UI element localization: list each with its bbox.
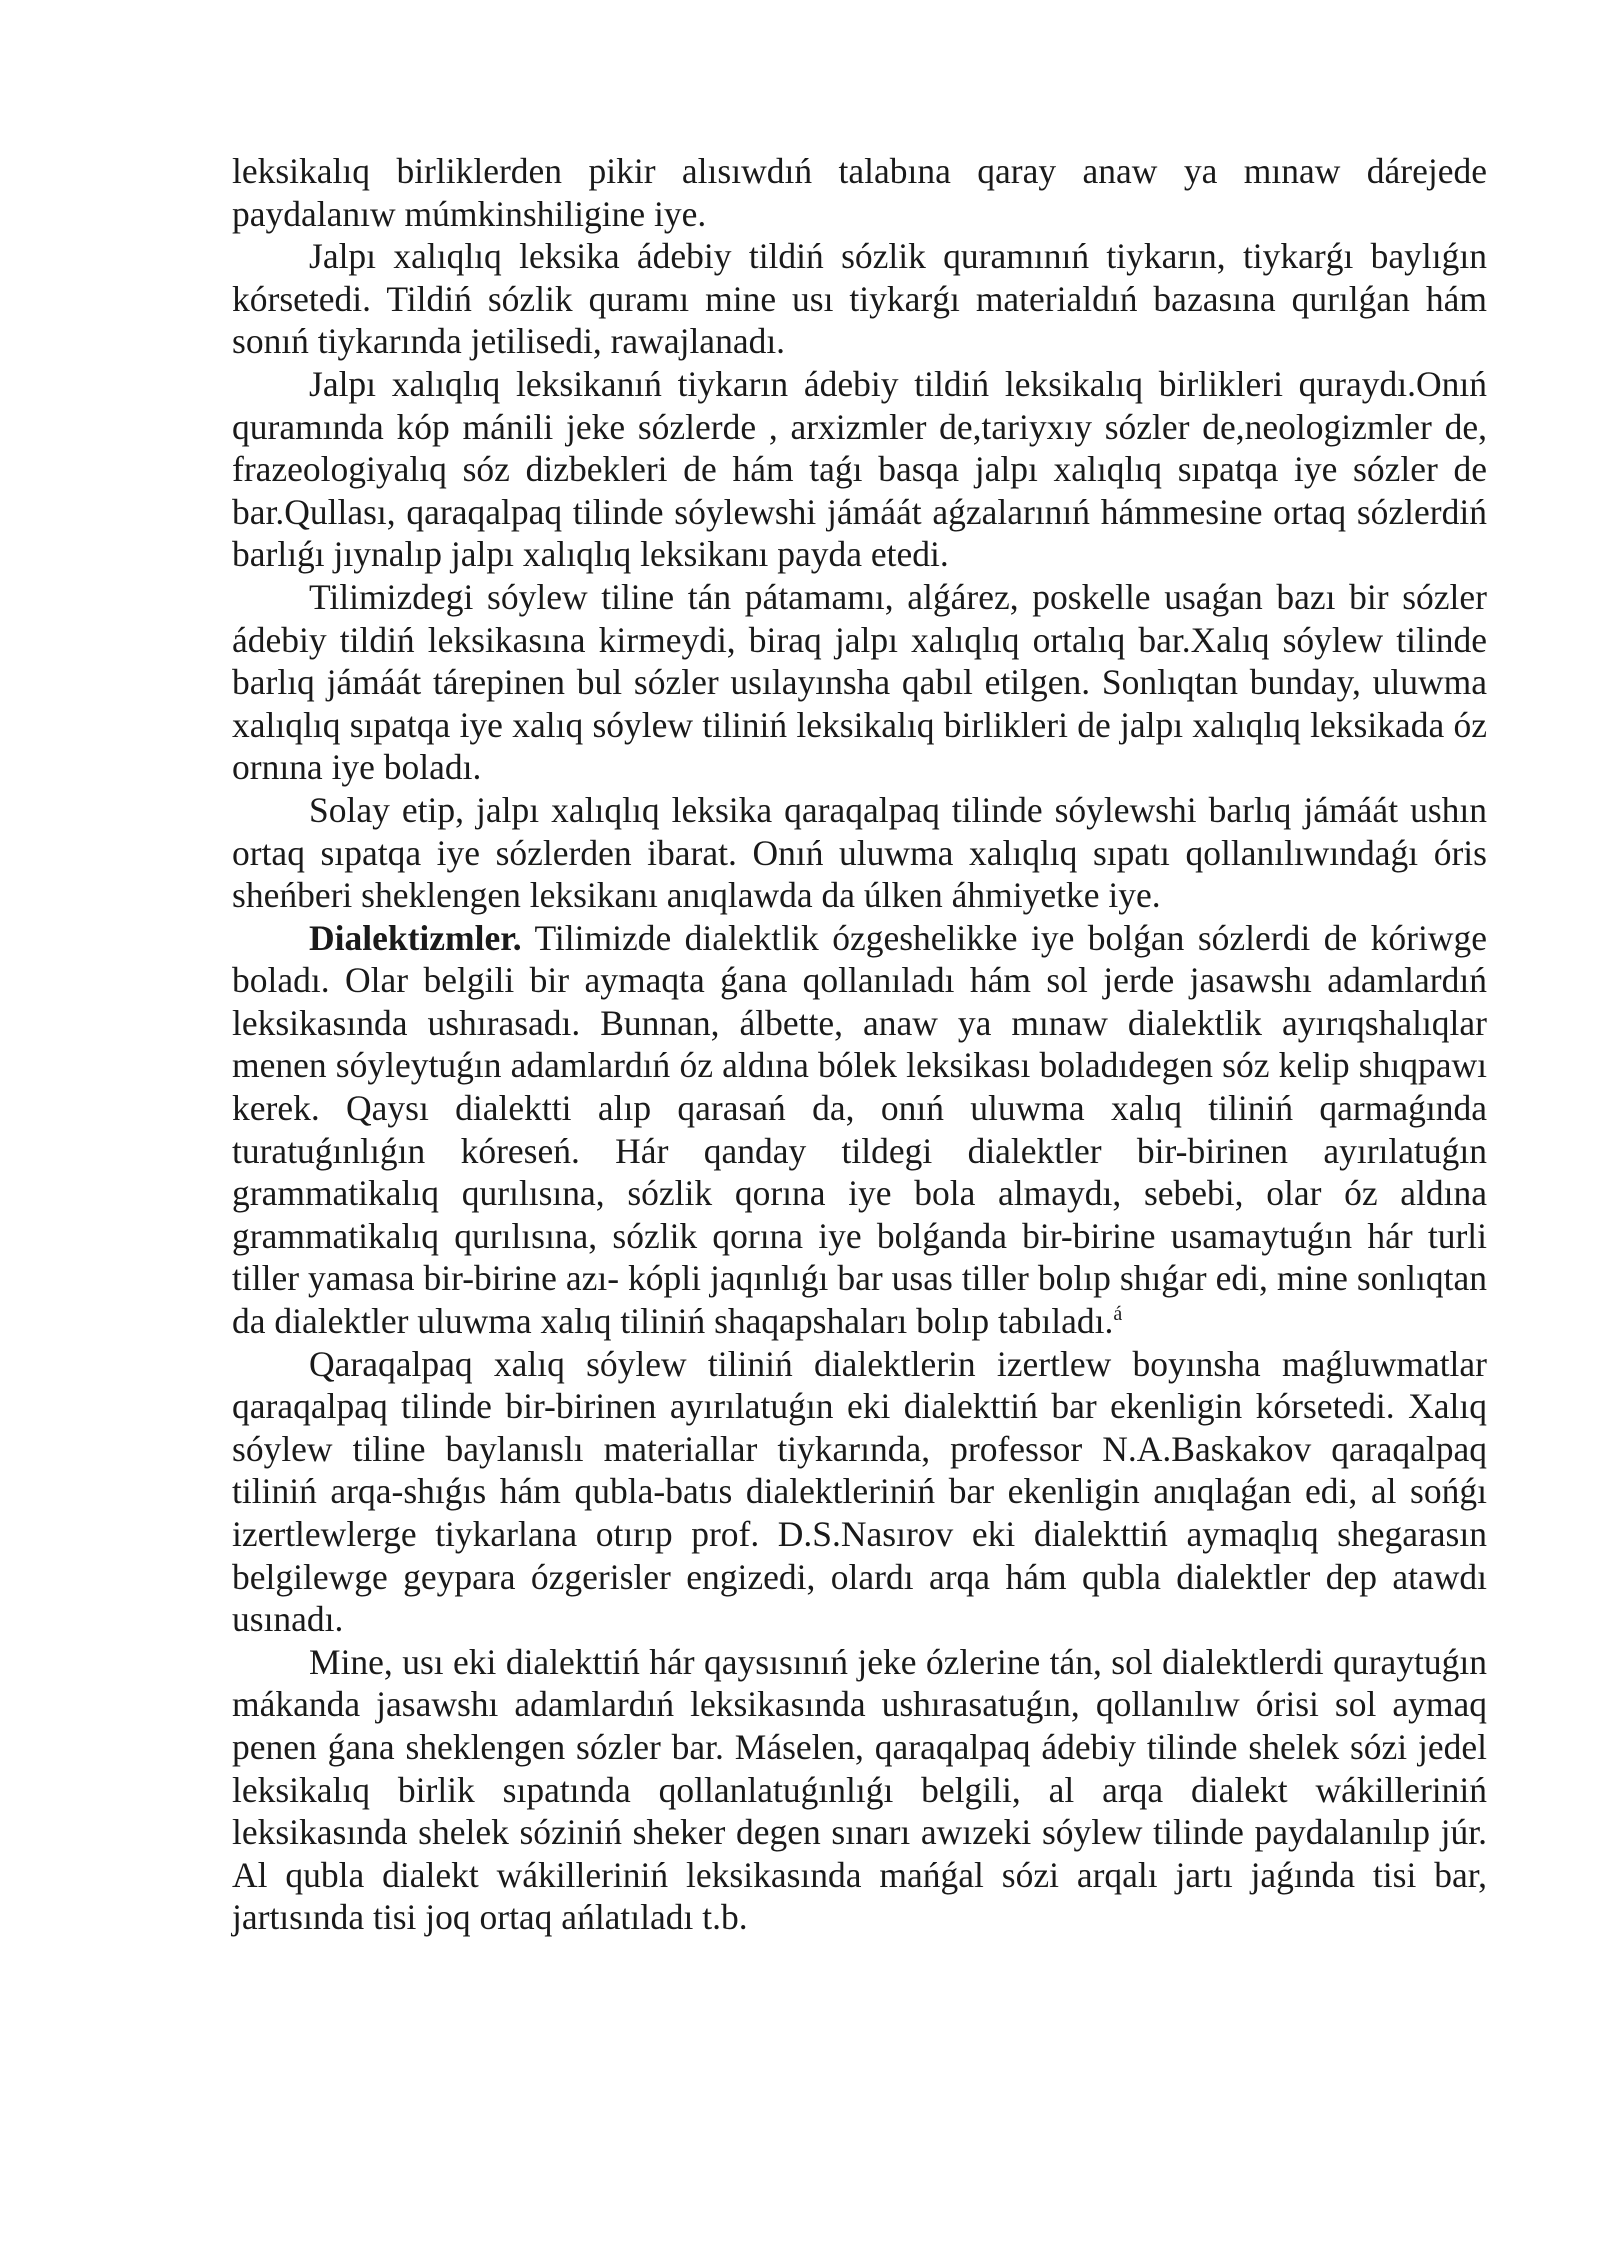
paragraph: Qaraqalpaq xalıq sóylew tiliniń dialektlerin izertlew boyınsha maǵluwmatlar qaraqalpaq tilinde bir-birinen ayırılatuǵın eki dialekttiń bar ekenligin kórsetedi. Xalıq sóylew tiline baylanıslı materiallar tiykarında, professor N.A.Baskakov qaraqalpaq tiliniń arqa-shıǵıs hám qubla-batıs dialektleriniń bar ekenligin anıqlaǵan edi, al sońǵı izertlewlerge tiykarlana otırıp prof. D.S.Nasırov eki dialekttiń aymaqlıq shegarasın belgilewge geypara ózgerisler engizedi, olardı arqa hám qubla dialektler dep atawdı usınadı. bbox=[232, 1343, 1487, 1640]
section-heading: Dialektizmler. bbox=[309, 917, 522, 958]
footnote-mark: á bbox=[1113, 1303, 1123, 1326]
paragraph: Mine, usı eki dialekttiń hár qaysısınıń jeke ózlerine tán, sol dialektlerdi quraytuǵın mákanda jasawshı adamlardıń leksikasında ushırasatuǵın, qollanılıw órisi sol aymaq penen ǵana sheklengen sózler bar. Máselen, qaraqalpaq ádebiy tilinde shelek sózi jedel leksikalıq birlik sıpatında qollanlatuǵınlıǵı belgili, al arqa dialekt wákilleriniń leksikasında shelek sóziniń sheker degen sınarı awızeki sóylew tilinde paydalanılıp júr. Al qubla dialekt wákilleriniń leksikasında mańǵal sózi arqalı jartı jaǵında tisi bar, jartısında tisi joq ortaq ańlatıladı t.b. bbox=[232, 1641, 1487, 1938]
paragraph: Solay etip, jalpı xalıqlıq leksika qaraqalpaq tilinde sóylewshi barlıq jámáát ushın ortaq sıpatqa iye sózlerden ibarat. Onıń uluwma xalıqlıq sıpatı qollanılıwındaǵı óris sheńberi sheklengen leksikanı anıqlawda da úlken áhmiyetke iye. bbox=[232, 789, 1487, 916]
paragraph: Tilimizdegi sóylew tiline tán pátamamı, alǵárez, poskelle usaǵan bazı bir sózler ádebiy tildiń leksikasına kirmeydi, biraq jalpı xalıqlıq ortalıq bar.Xalıq sóylew tilinde barlıq jámáát tárepinen bul sózler usılayınsha qabıl etilgen. Sonlıqtan bunday, uluwma xalıqlıq sıpatqa iye xalıq sóylew tiliniń leksikalıq birlikleri de jalpı xalıqlıq leksikada óz ornına iye boladı. bbox=[232, 576, 1487, 788]
paragraph-text: Tilimizde dialektlik ózgeshelikke iye bolǵan sózlerdi de kóriwge boladı. Olar belgili bir aymaqta ǵana qollanıladı hám sol jerde jasawshı adamlardıń leksikasında ushırasadı. Bunnan, álbette, anaw ya mınaw dialektlik ayırıqshalıqlar menen sóyleytuǵın adamlardıń óz aldına bólek leksikası boladıdegen sóz kelip shıqpawı kerek. Qaysı dialektti alıp qarasań da, onıń uluwma xalıq tiliniń qarmaǵında turatuǵınlıǵın kóreseń. Hár qanday tildegi dialektler bir-birinen ayırılatuǵın grammatikalıq qurılısına, sózlik qorına iye bola almaydı, sebebi, olar óz aldına grammatikalıq qurılısına, sózlik qorına iye bolǵanda bir-birine usamaytuǵın hár turli tiller yamasa bir-birine azı- kópli jaqınlıǵı bar usas tiller bolıp shıǵar edi, mine sonlıqtan da dialektler uluwma xalıq tiliniń shaqapshaları bolıp tabıladı. bbox=[232, 917, 1487, 1342]
paragraph: Jalpı xalıqlıq leksikanıń tiykarın ádebiy tildiń leksikalıq birlikleri quraydı.Onıń quramında kóp mánili jeke sózlerde , arxizmler de,tariyxıy sózler de,neologizmler de, frazeologiyalıq sóz dizbekleri de hám taǵı basqa jalpı xalıqlıq sıpatqa iye sózler de bar.Qullası, qaraqalpaq tilinde sóylewshi jámáát aǵzalarınıń hámmesine ortaq sózlerdiń barlıǵı jıynalıp jalpı xalıqlıq leksikanı payda etedi. bbox=[232, 363, 1487, 575]
paragraph: Jalpı xalıqlıq leksika ádebiy tildiń sózlik quramınıń tiykarın, tiykarǵı baylıǵın kórsetedi. Tildiń sózlik quramı mine usı tiykarǵı materialdıń bazasına qurılǵan hám sonıń tiykarında jetilisedi, rawajlanadı. bbox=[232, 236, 1487, 362]
paragraph: leksikalıq birliklerden pikir alısıwdıń talabına qaray anaw ya mınaw dárejede paydalanıw múmkinshiligine iye. bbox=[232, 151, 1487, 234]
paragraph-dialectisms bbox=[232, 917, 1487, 1343]
document-page bbox=[232, 150, 1487, 1939]
